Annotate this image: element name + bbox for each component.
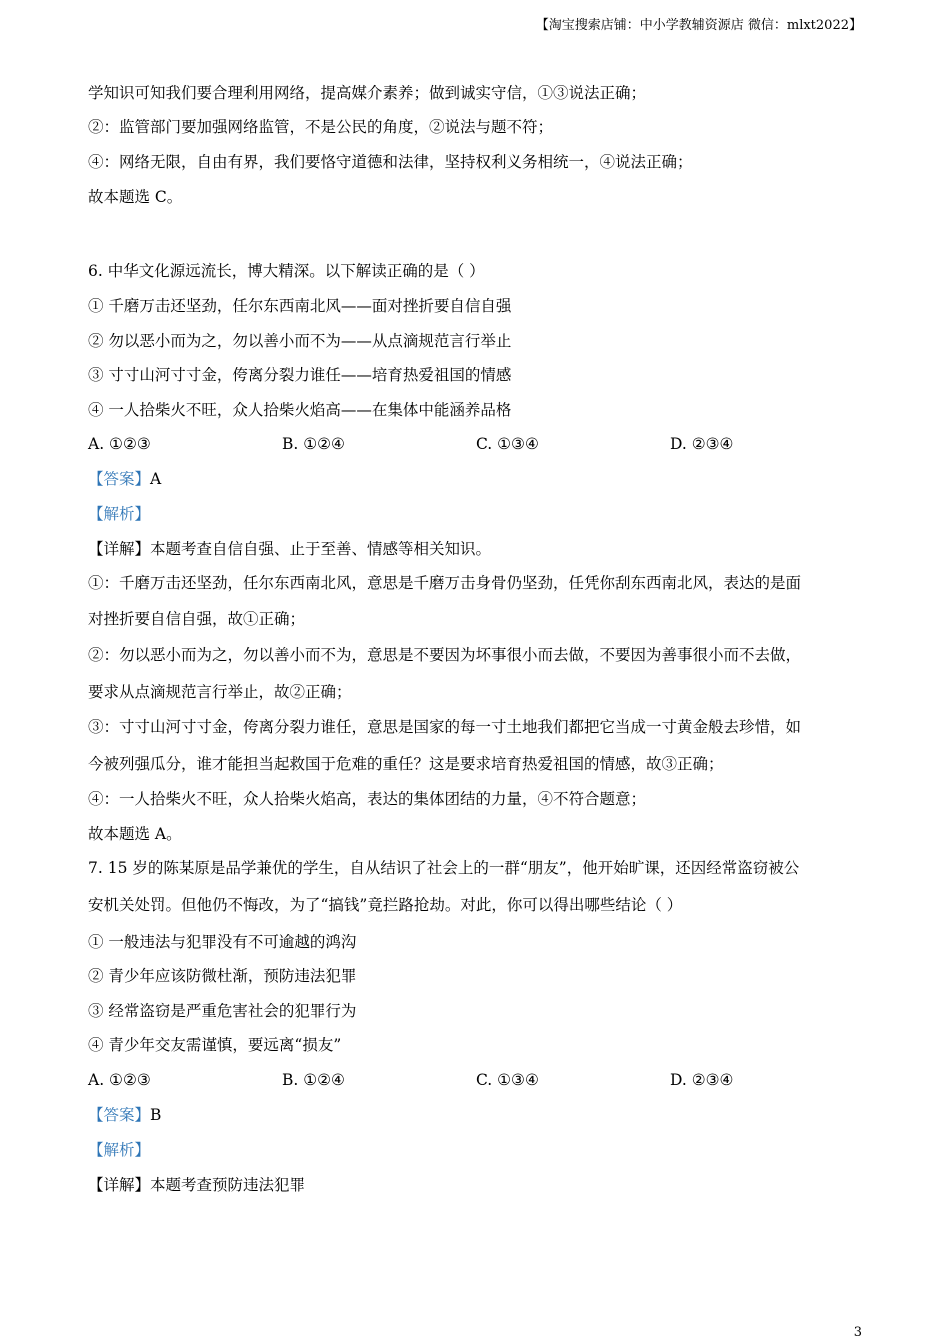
q6-explain-4: 要求从点滴规范言行举止，故②正确； [88,683,352,701]
q6-item-4: ④ 一人拾柴火不旺，众人拾柴火焰高——在集体中能涵养品格 [88,401,512,419]
q6-explain-6: 今被列强瓜分，谁才能担当起救国于危难的重任？这是要求培育热爱祖国的情感，故③正确； [88,755,724,773]
q7-item-2: ② 青少年应该防微杜渐，预防违法犯罪 [88,967,357,985]
q7-item-1: ① 一般违法与犯罪没有不可逾越的鸿沟 [88,933,357,951]
q7-detail-line [88,1174,862,1196]
q6-stem: 6. 中华文化源远流长，博大精深。以下解读正确的是（ ） [88,262,485,280]
q6-explain-3: ②：勿以恶小而为之，勿以善小而不为，意思是不要因为坏事很小而去做，不要因为善事很小而不去做， [88,646,802,664]
q6-explain-1: ①：千磨万击还坚劲，任尔东西南北风，意思是千磨万击身骨仍坚劲，任凭你刮东西南北风，表达的是面 [88,574,802,592]
q6-option-d: D. ②③④ [670,435,734,453]
q7-answer: B [150,1106,162,1124]
q7-option-d: D. ②③④ [670,1071,734,1089]
q6-item-2: ② 勿以恶小而为之，勿以善小而不为——从点滴规范言行举止 [88,332,512,350]
q6-detail-line [88,538,862,560]
q6-option-a: A. ①②③ [88,435,151,453]
q6-item-3: ③ 寸寸山河寸寸金，侉离分裂力谁任——培育热爱祖国的情感 [88,366,512,384]
prev-conclusion: 故本题选 C。 [88,188,183,206]
q6-option-c: C. ①③④ [476,435,539,453]
q7-option-c: C. ①③④ [476,1071,539,1089]
q6-explain-2: 对挫折要自信自强，故①正确； [88,610,306,628]
q6-explain-5: ③：寸寸山河寸寸金，侉离分裂力谁任，意思是国家的每一寸土地我们都把它当成一寸黄金般去珍惜，如 [88,718,802,736]
q6-detail-tag: 【详解】 [88,540,151,558]
q6-answer-tag: 【答案】 [88,470,151,488]
page-header: 【淘宝搜索店铺：中小学教辅资源店 微信：mlxt2022】 [535,18,862,33]
q6-answer: A [150,470,162,488]
q6-option-b: B. ①②④ [282,435,345,453]
q7-answer-line [88,1104,862,1126]
prev-line-1: 学知识可知我们要合理利用网络，提高媒介素养；做到诚实守信，①③说法正确； [88,84,647,102]
q7-detail-tag: 【详解】 [88,1176,151,1194]
prev-line-2: ②：监管部门要加强网络监管，不是公民的角度，②说法与题不符； [88,118,554,136]
q7-option-b: B. ①②④ [282,1071,345,1089]
q7-stem-2: 安机关处罚。但他仍不悔改，为了“搞钱”竟拦路抢劫。对此，你可以得出哪些结论（ ） [88,896,683,914]
q6-item-1: ① 千磨万击还坚劲，任尔东西南北风——面对挫折要自信自强 [88,297,512,315]
q6-explain-7: ④：一人拾柴火不旺，众人拾柴火焰高，表达的集体团结的力量，④不符合题意； [88,790,647,808]
q7-answer-tag: 【答案】 [88,1106,151,1124]
page-number: 3 [853,1325,862,1340]
q7-detail: 本题考查预防违法犯罪 [150,1176,306,1194]
q6-analysis-tag: 【解析】 [88,505,151,523]
q7-analysis-tag: 【解析】 [88,1141,151,1159]
prev-line-3: ④：网络无限，自由有界，我们要恪守道德和法律，坚持权利义务相统一，④说法正确； [88,153,693,171]
q7-item-4: ④ 青少年交友需谨慎，要远离“损友” [88,1036,342,1054]
q7-stem-1: 7. 15 岁的陈某原是品学兼优的学生，自从结识了社会上的一群“朋友”，他开始旷课，还因经常盗窃被公 [88,859,800,877]
q6-answer-line [88,468,862,490]
q7-option-a: A. ①②③ [88,1071,151,1089]
q6-conclusion: 故本题选 A。 [88,825,182,843]
q6-detail: 本题考查自信自强、止于至善、情感等相关知识。 [150,540,492,558]
q7-item-3: ③ 经常盗窃是严重危害社会的犯罪行为 [88,1002,357,1020]
